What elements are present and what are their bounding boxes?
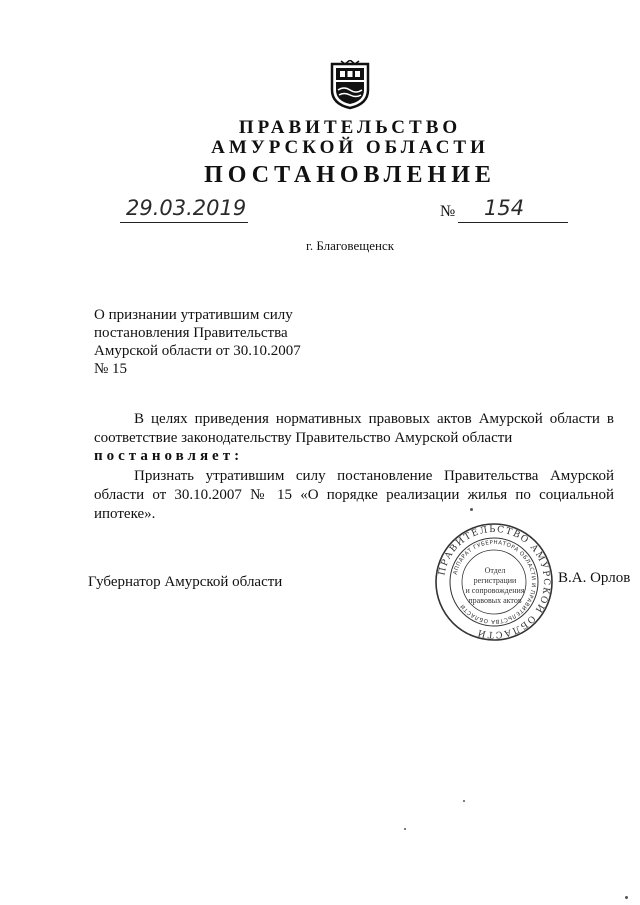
subject-line: Амурской области от 30.10.2007 <box>94 343 301 359</box>
government-heading: ПРАВИТЕЛЬСТВО <box>238 117 462 138</box>
city-label: г. Благовещенск <box>305 238 395 253</box>
number-underline <box>458 222 568 223</box>
decision-paragraph: Признать утратившим силу постановление Правительства Амурской области от 30.10.2007 № 15 «О порядке реализации жилья по социальной ипотеке». <box>94 468 614 522</box>
subject-line: № 15 <box>94 361 128 377</box>
stamp-center-line: и сопровождения <box>465 586 525 595</box>
document-type-heading: ПОСТАНОВЛЕНИЕ <box>204 162 496 188</box>
scan-speck <box>625 896 628 899</box>
stamp-center-line: правовых актов <box>468 596 522 605</box>
decree-word: постановляет: <box>94 448 244 464</box>
subject-line: постановления Правительства <box>94 325 288 341</box>
date-underline <box>120 222 248 223</box>
stamp-center-text <box>459 566 531 606</box>
scan-speck <box>404 828 406 830</box>
subject-block <box>94 306 301 378</box>
stamp-center-line: регистрации <box>473 576 517 585</box>
number-label: № <box>440 203 456 220</box>
stamp-outer-text: ПРАВИТЕЛЬСТВО АМУРСКОЙ ОБЛАСТИ <box>437 524 552 640</box>
scan-speck <box>463 800 465 802</box>
signatory-title: Губернатор Амурской области <box>88 574 283 590</box>
stamp-inner-ring-text: АППАРАТ ГУБЕРНАТОРА ОБЛАСТИ И ПРАВИТЕЛЬСТВА ОБЛАСТИ <box>452 539 537 625</box>
decree-number: 154 <box>484 196 525 220</box>
region-heading: АМУРСКОЙ ОБЛАСТИ <box>211 137 489 158</box>
preamble-paragraph: В целях приведения нормативных правовых актов Амурской области в соответствие законодательству Правительство Амурской области <box>94 411 614 446</box>
subject-line: О признании утратившим силу <box>94 307 293 323</box>
signatory-name: В.А. Орлов <box>558 570 631 586</box>
stamp-center-line: Отдел <box>484 566 506 575</box>
coat-of-arms-icon <box>329 60 371 110</box>
scan-speck <box>470 508 473 511</box>
decree-date: 29.03.2019 <box>126 196 247 220</box>
